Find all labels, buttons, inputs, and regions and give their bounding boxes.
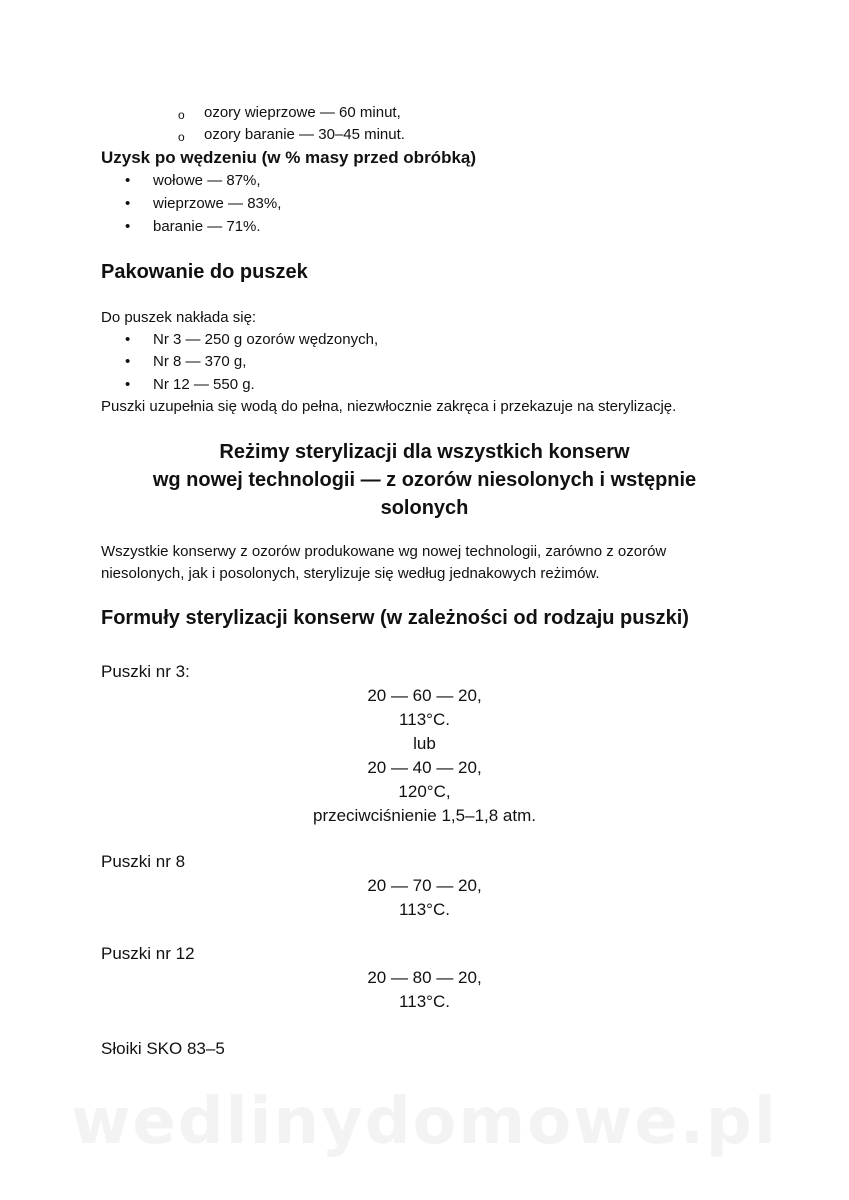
can-3-label: Puszki nr 3:	[101, 662, 190, 681]
formula-line: lub	[413, 734, 436, 753]
formula-line: 20 — 40 — 20,	[367, 758, 482, 777]
list-item: wieprzowe — 83%,	[153, 195, 282, 212]
can-12-label: Puszki nr 12	[101, 944, 195, 963]
list-item: wołowe — 87%,	[153, 172, 261, 189]
list-item: Nr 12 — 550 g.	[153, 376, 255, 393]
jars-label: Słoiki SKO 83–5	[101, 1039, 225, 1058]
list-item: ozory wieprzowe — 60 minut,	[204, 104, 401, 121]
list-item: Nr 8 — 370 g,	[153, 353, 247, 370]
can-8-label: Puszki nr 8	[101, 852, 186, 871]
list-item: Nr 3 — 250 g ozorów wędzonych,	[153, 331, 379, 348]
regimes-paragraph-line: niesolonych, jak i posolonych, sterylizuje się według jednakowych reżimów.	[101, 565, 600, 582]
formula-line: 20 — 60 — 20,	[367, 686, 482, 705]
watermark: wedlinydomowe.pl	[71, 1085, 778, 1159]
list-item: ozory baranie — 30–45 minut.	[204, 126, 405, 143]
packing-heading: Pakowanie do puszek	[101, 261, 308, 283]
list-marker: •	[125, 353, 131, 370]
regimes-heading-line: solonych	[380, 497, 469, 519]
list-marker: •	[125, 218, 131, 235]
list-item: baranie — 71%.	[153, 218, 261, 235]
list-marker: •	[125, 331, 131, 348]
formula-line: 20 — 70 — 20,	[367, 876, 482, 895]
list-marker: •	[125, 195, 131, 212]
regimes-heading-line: wg nowej technologii — z ozorów niesolonych i wstępnie	[152, 469, 697, 491]
formula-line: 113°C.	[399, 900, 450, 919]
list-marker: o	[178, 108, 185, 122]
list-marker: •	[125, 172, 131, 189]
regimes-paragraph-line: Wszystkie konserwy z ozorów produkowane wg nowej technologii, zarówno z ozorów	[101, 543, 667, 560]
list-marker: •	[125, 376, 131, 393]
formula-line: 113°C.	[399, 710, 450, 729]
packing-note: Puszki uzupełnia się wodą do pełna, niezwłocznie zakręca i przekazuje na sterylizację.	[101, 398, 677, 415]
yield-heading: Uzysk po wędzeniu (w % masy przed obróbką)	[101, 148, 477, 167]
formula-line: 113°C.	[399, 992, 450, 1011]
formula-line: przeciwciśnienie 1,5–1,8 atm.	[312, 806, 536, 825]
list-marker: o	[178, 130, 185, 144]
regimes-heading-line: Reżimy sterylizacji dla wszystkich konserw	[219, 441, 630, 463]
formula-line: 120°C,	[398, 782, 451, 801]
formula-line: 20 — 80 — 20,	[367, 968, 482, 987]
formulas-heading: Formuły sterylizacji konserw (w zależności od rodzaju puszki)	[101, 607, 689, 629]
packing-intro: Do puszek nakłada się:	[101, 309, 257, 326]
